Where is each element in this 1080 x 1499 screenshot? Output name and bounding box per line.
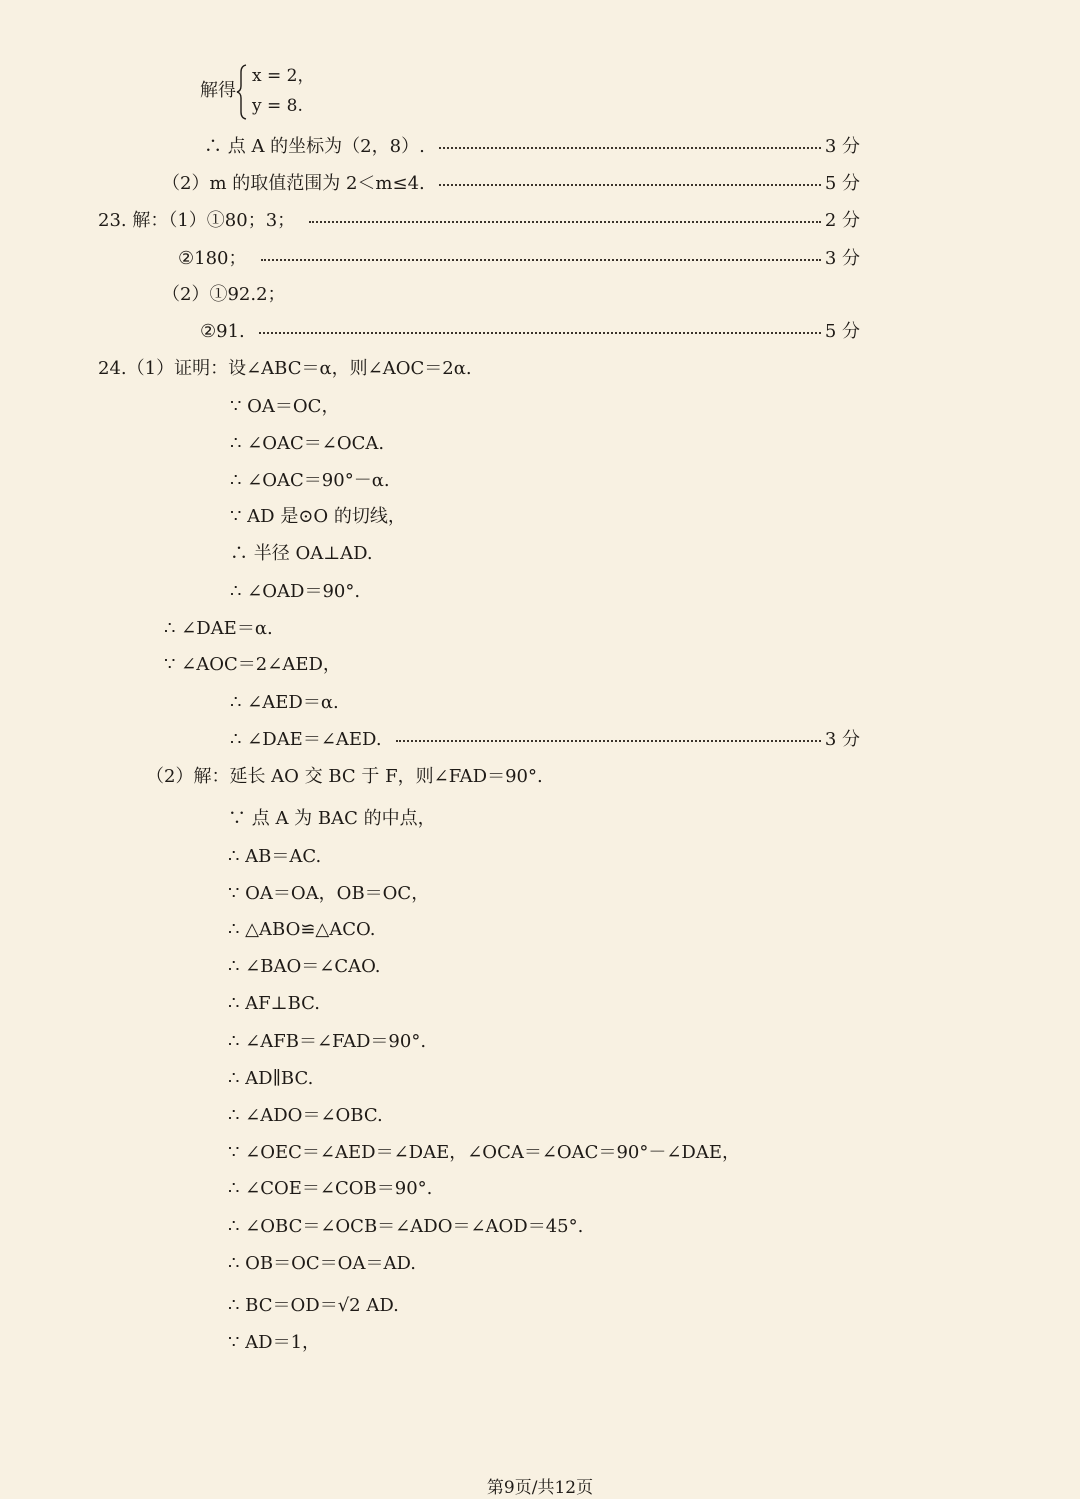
solve-prefix: 解得 (200, 80, 236, 101)
part-2-heading: （2）解：延长 AO 交 BC 于 F，则∠FAD＝90°. (146, 766, 543, 787)
proof-step: ∵ AD＝1， (228, 1332, 321, 1353)
solution-line: （2）m 的取值范围为 2＜m≤4. 5 分 (162, 167, 860, 201)
question-24-heading: 24.（1）证明：设∠ABC＝α，则∠AOC＝2α. (98, 358, 472, 379)
proof-step: ∴ ∠AED＝α. (230, 692, 339, 713)
proof-step: ∴ 半径 OA⊥AD. (230, 543, 373, 564)
proof-step: ∴ OB＝OC＝OA＝AD. (228, 1253, 416, 1274)
proof-step: ∵ ∠AOC＝2∠AED， (164, 654, 341, 675)
solution-line: ②180； 3 分 (178, 242, 860, 276)
proof-step: ∴ BC＝OD＝√2 AD. (228, 1295, 399, 1316)
proof-step: ∵ OA＝OA，OB＝OC， (228, 883, 430, 904)
score-mark: 3 分 (824, 248, 860, 269)
proof-step: ∴ ∠DAE＝∠AED. 3 分 (230, 723, 860, 757)
proof-step: ∴ ∠OAD＝90°. (230, 581, 361, 602)
left-brace-icon (236, 64, 248, 120)
proof-step: ∴ ∠OBC＝∠OCB＝∠ADO＝∠AOD＝45°. (228, 1216, 584, 1237)
proof-step: ∴ AF⊥BC. (228, 993, 321, 1014)
proof-step: ∴ ∠BAO＝∠CAO. (228, 956, 381, 977)
score-mark: 2 分 (824, 210, 860, 231)
proof-step: ∴ AD∥BC. (228, 1068, 314, 1089)
page-number: 第9页/共12页 (486, 1478, 594, 1498)
proof-step: ∴ △ABO≌△ACO. (228, 919, 376, 940)
proof-step: ∴ ∠OAC＝90°－α. (230, 470, 390, 491)
score-mark: 5 分 (824, 173, 860, 194)
solution-system (200, 62, 320, 122)
proof-step: ∴ ∠OAC＝∠OCA. (230, 433, 385, 454)
score-mark: 5 分 (824, 321, 860, 342)
proof-step: ∴ ∠AFB＝∠FAD＝90°. (228, 1031, 427, 1052)
solution-line: ②91. 5 分 (200, 315, 860, 349)
proof-step: ∴ ∠COE＝∠COB＝90°. (228, 1178, 433, 1199)
solution-line: ∴ 点 A 的坐标为（2，8）. 3 分 (204, 130, 860, 164)
score-mark: 3 分 (824, 136, 860, 157)
proof-step: ∵ OA＝OC， (230, 396, 340, 417)
proof-step: ∴ ∠ADO＝∠OBC. (228, 1105, 383, 1126)
question-23-heading: 23. 解：（1）①80；3； 2 分 (98, 204, 860, 238)
equation-y: y = 8. (252, 96, 303, 116)
equation-x: x = 2， (252, 66, 315, 86)
solution-line: （2）①92.2； (162, 284, 286, 305)
proof-step: ∵ AD 是⊙O 的切线， (230, 506, 406, 527)
proof-step: ∵ ∠OEC＝∠AED＝∠DAE，∠OCA＝∠OAC＝90°－∠DAE， (228, 1142, 741, 1163)
proof-step: ∵ 点 A 为 BAC 的中点， (228, 808, 436, 829)
proof-step: ∴ AB＝AC. (228, 846, 322, 867)
score-mark: 3 分 (824, 729, 860, 750)
proof-step: ∴ ∠DAE＝α. (164, 618, 273, 639)
